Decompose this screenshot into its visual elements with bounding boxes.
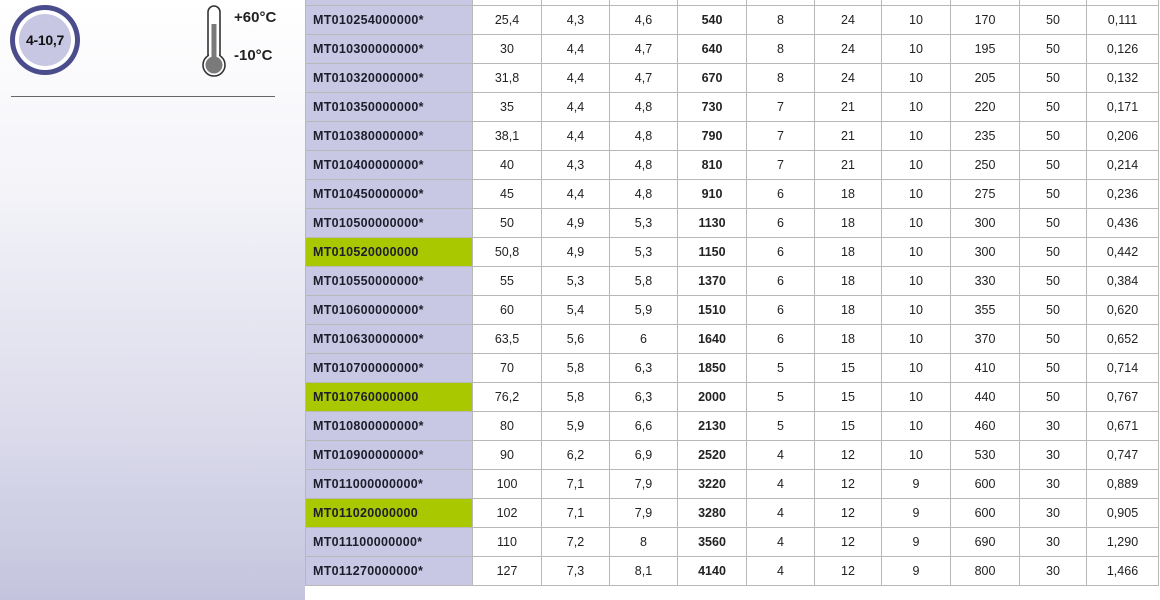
table-cell: 4,8: [610, 122, 678, 151]
table-cell: 7,2: [542, 528, 610, 557]
table-cell: 4140: [678, 557, 747, 586]
table-cell: 110: [473, 528, 542, 557]
table-cell: 6: [747, 325, 815, 354]
table-cell: 6,2: [542, 441, 610, 470]
table-cell: 0,132: [1087, 64, 1159, 93]
table-cell: 21: [815, 93, 882, 122]
table-cell: 540: [678, 6, 747, 35]
article-code-cell: MT010600000000*: [306, 296, 473, 325]
table-cell: 50: [1020, 64, 1087, 93]
table-cell: 440: [951, 383, 1020, 412]
table-cell: 30: [1020, 557, 1087, 586]
table-cell: 30: [1020, 470, 1087, 499]
table-cell: 6,3: [610, 354, 678, 383]
table-cell: 5,8: [610, 267, 678, 296]
table-cell: 10: [882, 93, 951, 122]
max-temperature: +60°C: [234, 9, 277, 26]
table-cell: 63,5: [473, 325, 542, 354]
table-cell: 4: [747, 499, 815, 528]
table-cell: 50: [1020, 6, 1087, 35]
table-cell: 7,9: [610, 470, 678, 499]
table-cell: 690: [951, 528, 1020, 557]
article-code-cell: MT010800000000*: [306, 412, 473, 441]
table-cell: 8: [610, 528, 678, 557]
size-range-badge: [10, 5, 80, 75]
table-cell: 0,620: [1087, 296, 1159, 325]
table-cell: 10: [882, 296, 951, 325]
specification-table: [305, 0, 1159, 586]
table-cell: 10: [882, 64, 951, 93]
table-cell: 640: [678, 35, 747, 64]
table-cell: 18: [815, 180, 882, 209]
table-cell: 800: [951, 557, 1020, 586]
table-cell: 10: [882, 122, 951, 151]
table-cell: 4,8: [610, 93, 678, 122]
table-cell: 170: [951, 6, 1020, 35]
table-cell: 6: [747, 296, 815, 325]
article-code-cell: MT010300000000*: [306, 35, 473, 64]
table-cell: 3560: [678, 528, 747, 557]
table-cell: 24: [815, 35, 882, 64]
table-cell: 102: [473, 499, 542, 528]
table-cell: 30: [473, 35, 542, 64]
table-cell: 0,436: [1087, 209, 1159, 238]
table-row: [306, 383, 1159, 412]
table-cell: 10: [882, 209, 951, 238]
table-cell: 127: [473, 557, 542, 586]
table-row: [306, 267, 1159, 296]
table-cell: 0,905: [1087, 499, 1159, 528]
table-cell: 10: [882, 325, 951, 354]
table-row: [306, 238, 1159, 267]
table-cell: 250: [951, 151, 1020, 180]
article-code-cell: MT010760000000: [306, 383, 473, 412]
table-cell: 50: [1020, 238, 1087, 267]
table-row: [306, 35, 1159, 64]
table-cell: 31,8: [473, 64, 542, 93]
table-cell: 4,4: [542, 180, 610, 209]
table-cell: 8: [747, 64, 815, 93]
table-row: [306, 122, 1159, 151]
table-cell: 50: [1020, 151, 1087, 180]
table-cell: 6: [747, 180, 815, 209]
table-cell: 910: [678, 180, 747, 209]
table-cell: 5: [747, 354, 815, 383]
table-cell: 4: [747, 441, 815, 470]
article-code-cell: MT010450000000*: [306, 180, 473, 209]
table-cell: 18: [815, 209, 882, 238]
table-row: [306, 470, 1159, 499]
table-cell: 7: [747, 122, 815, 151]
table-cell: 6: [747, 209, 815, 238]
table-cell: 24: [815, 64, 882, 93]
table-cell: 6,6: [610, 412, 678, 441]
table-row: [306, 412, 1159, 441]
table-cell: 370: [951, 325, 1020, 354]
table-cell: 21: [815, 151, 882, 180]
table-cell: 0,384: [1087, 267, 1159, 296]
table-cell: 0,236: [1087, 180, 1159, 209]
table-cell: 80: [473, 412, 542, 441]
table-cell: 25,4: [473, 6, 542, 35]
table-cell: 10: [882, 354, 951, 383]
table-cell: 50: [1020, 325, 1087, 354]
table-cell: 4,6: [610, 6, 678, 35]
table-cell: 0,171: [1087, 93, 1159, 122]
table-cell: 600: [951, 499, 1020, 528]
table-cell: 50: [1020, 267, 1087, 296]
table-cell: 12: [815, 528, 882, 557]
table-cell: 4,7: [610, 64, 678, 93]
table-cell: 12: [815, 470, 882, 499]
table-cell: 35: [473, 93, 542, 122]
table-cell: 300: [951, 238, 1020, 267]
table-row: [306, 180, 1159, 209]
table-cell: 10: [882, 180, 951, 209]
table-cell: 4,7: [610, 35, 678, 64]
table-cell: 810: [678, 151, 747, 180]
table-cell: 0,206: [1087, 122, 1159, 151]
table-cell: 30: [1020, 528, 1087, 557]
table-row: [306, 528, 1159, 557]
table-cell: 195: [951, 35, 1020, 64]
table-cell: 6,9: [610, 441, 678, 470]
table-cell: 50: [1020, 122, 1087, 151]
table-cell: 300: [951, 209, 1020, 238]
table-row: [306, 93, 1159, 122]
table-cell: 10: [882, 151, 951, 180]
table-cell: 530: [951, 441, 1020, 470]
table-cell: 0,111: [1087, 6, 1159, 35]
table-row: [306, 354, 1159, 383]
table-cell: 9: [882, 499, 951, 528]
table-cell: 4,4: [542, 35, 610, 64]
table-row: [306, 64, 1159, 93]
table-cell: 1850: [678, 354, 747, 383]
table-cell: 1640: [678, 325, 747, 354]
table-cell: 15: [815, 383, 882, 412]
table-cell: 60: [473, 296, 542, 325]
table-row: [306, 296, 1159, 325]
table-cell: 600: [951, 470, 1020, 499]
article-code-cell: MT010700000000*: [306, 354, 473, 383]
table-cell: 0,889: [1087, 470, 1159, 499]
table-cell: 1,290: [1087, 528, 1159, 557]
table-cell: 6: [747, 267, 815, 296]
table-cell: 220: [951, 93, 1020, 122]
table-cell: 5,9: [542, 412, 610, 441]
table-cell: 12: [815, 499, 882, 528]
table-cell: 3280: [678, 499, 747, 528]
table-cell: 4,4: [542, 64, 610, 93]
table-cell: 100: [473, 470, 542, 499]
table-cell: 6: [747, 238, 815, 267]
table-cell: 5: [747, 383, 815, 412]
article-code-cell: MT011100000000*: [306, 528, 473, 557]
table-cell: 670: [678, 64, 747, 93]
article-code-cell: MT010254000000*: [306, 6, 473, 35]
table-cell: 4: [747, 470, 815, 499]
table-cell: 90: [473, 441, 542, 470]
table-cell: 5,3: [542, 267, 610, 296]
table-cell: 40: [473, 151, 542, 180]
table-cell: 18: [815, 296, 882, 325]
table-cell: 355: [951, 296, 1020, 325]
table-cell: 38,1: [473, 122, 542, 151]
thermometer-icon: [198, 4, 232, 78]
table-cell: 24: [815, 6, 882, 35]
table-cell: 12: [815, 441, 882, 470]
table-cell: 50: [1020, 93, 1087, 122]
table-cell: 4: [747, 557, 815, 586]
table-cell: 0,126: [1087, 35, 1159, 64]
table-cell: 4,8: [610, 180, 678, 209]
table-cell: 5,3: [610, 238, 678, 267]
table-cell: 0,442: [1087, 238, 1159, 267]
article-code-cell: MT010900000000*: [306, 441, 473, 470]
table-cell: 10: [882, 383, 951, 412]
table-cell: 9: [882, 470, 951, 499]
table-cell: 76,2: [473, 383, 542, 412]
table-cell: 45: [473, 180, 542, 209]
table-cell: 1,466: [1087, 557, 1159, 586]
table-cell: 55: [473, 267, 542, 296]
min-temperature: -10°C: [234, 47, 273, 64]
table-cell: 2520: [678, 441, 747, 470]
table-cell: 10: [882, 6, 951, 35]
table-row: [306, 325, 1159, 354]
table-cell: 3220: [678, 470, 747, 499]
sidebar-panel: [0, 0, 305, 600]
table-row: [306, 209, 1159, 238]
table-cell: 0,714: [1087, 354, 1159, 383]
table-cell: 5,4: [542, 296, 610, 325]
table-cell: 15: [815, 354, 882, 383]
sidebar-divider: [11, 96, 275, 97]
table-cell: 18: [815, 267, 882, 296]
table-cell: 50: [1020, 35, 1087, 64]
table-cell: 5,3: [610, 209, 678, 238]
table-cell: 10: [882, 238, 951, 267]
table-cell: 4,9: [542, 238, 610, 267]
table-cell: 50: [473, 209, 542, 238]
table-cell: 9: [882, 528, 951, 557]
article-code-cell: MT010500000000*: [306, 209, 473, 238]
table-cell: 330: [951, 267, 1020, 296]
table-cell: 5,6: [542, 325, 610, 354]
table-cell: 730: [678, 93, 747, 122]
article-code-cell: MT011270000000*: [306, 557, 473, 586]
article-code-cell: MT011020000000: [306, 499, 473, 528]
table-cell: 7,3: [542, 557, 610, 586]
table-cell: 8: [747, 35, 815, 64]
table-cell: 4,3: [542, 151, 610, 180]
table-cell: 6: [610, 325, 678, 354]
table-cell: 0,747: [1087, 441, 1159, 470]
table-cell: 30: [1020, 499, 1087, 528]
size-range-label: 4-10,7: [19, 14, 71, 66]
table-cell: 790: [678, 122, 747, 151]
table-cell: 70: [473, 354, 542, 383]
table-cell: 21: [815, 122, 882, 151]
table-cell: 2130: [678, 412, 747, 441]
table-cell: 5,8: [542, 383, 610, 412]
table-cell: 5,8: [542, 354, 610, 383]
table-cell: 50,8: [473, 238, 542, 267]
article-code-cell: MT010550000000*: [306, 267, 473, 296]
table-cell: 7,1: [542, 470, 610, 499]
table-cell: 4,4: [542, 122, 610, 151]
table-cell: 50: [1020, 180, 1087, 209]
table-cell: 10: [882, 441, 951, 470]
table-cell: 9: [882, 557, 951, 586]
table-cell: 8,1: [610, 557, 678, 586]
table-cell: 10: [882, 35, 951, 64]
table-cell: 0,671: [1087, 412, 1159, 441]
table-cell: 1510: [678, 296, 747, 325]
table-cell: 4,8: [610, 151, 678, 180]
table-cell: 50: [1020, 209, 1087, 238]
article-code-cell: MT010630000000*: [306, 325, 473, 354]
table-cell: 5: [747, 412, 815, 441]
table-cell: 7,9: [610, 499, 678, 528]
table-cell: 18: [815, 325, 882, 354]
article-code-cell: MT010320000000*: [306, 64, 473, 93]
table-cell: 5,9: [610, 296, 678, 325]
table-cell: 10: [882, 267, 951, 296]
table-row: [306, 557, 1159, 586]
table-cell: 7: [747, 93, 815, 122]
table-body: [306, 0, 1159, 586]
table-cell: 6,3: [610, 383, 678, 412]
article-code-cell: MT011000000000*: [306, 470, 473, 499]
table-cell: 0,214: [1087, 151, 1159, 180]
article-code-cell: MT010350000000*: [306, 93, 473, 122]
table-cell: 7,1: [542, 499, 610, 528]
table-cell: 30: [1020, 441, 1087, 470]
table-cell: 10: [882, 412, 951, 441]
table-cell: 7: [747, 151, 815, 180]
table-cell: 50: [1020, 383, 1087, 412]
table-row: [306, 499, 1159, 528]
article-code-cell: MT010380000000*: [306, 122, 473, 151]
table-cell: 15: [815, 412, 882, 441]
table-row: [306, 441, 1159, 470]
table-cell: 460: [951, 412, 1020, 441]
table-cell: 1370: [678, 267, 747, 296]
table-cell: 1150: [678, 238, 747, 267]
table-cell: 2000: [678, 383, 747, 412]
table-cell: 50: [1020, 296, 1087, 325]
table-cell: 50: [1020, 354, 1087, 383]
table-cell: 235: [951, 122, 1020, 151]
table-cell: 8: [747, 6, 815, 35]
table-cell: 12: [815, 557, 882, 586]
table-cell: 4,4: [542, 93, 610, 122]
table-cell: 205: [951, 64, 1020, 93]
table-cell: 0,652: [1087, 325, 1159, 354]
table-cell: 18: [815, 238, 882, 267]
table-cell: 30: [1020, 412, 1087, 441]
table-cell: 275: [951, 180, 1020, 209]
table-cell: 0,767: [1087, 383, 1159, 412]
table-row: [306, 151, 1159, 180]
table-cell: 4,9: [542, 209, 610, 238]
specification-table-container: [305, 0, 1159, 586]
table-cell: 4: [747, 528, 815, 557]
article-code-cell: MT010520000000: [306, 238, 473, 267]
table-row: [306, 6, 1159, 35]
table-cell: 410: [951, 354, 1020, 383]
table-cell: 1130: [678, 209, 747, 238]
table-cell: 4,3: [542, 6, 610, 35]
article-code-cell: MT010400000000*: [306, 151, 473, 180]
